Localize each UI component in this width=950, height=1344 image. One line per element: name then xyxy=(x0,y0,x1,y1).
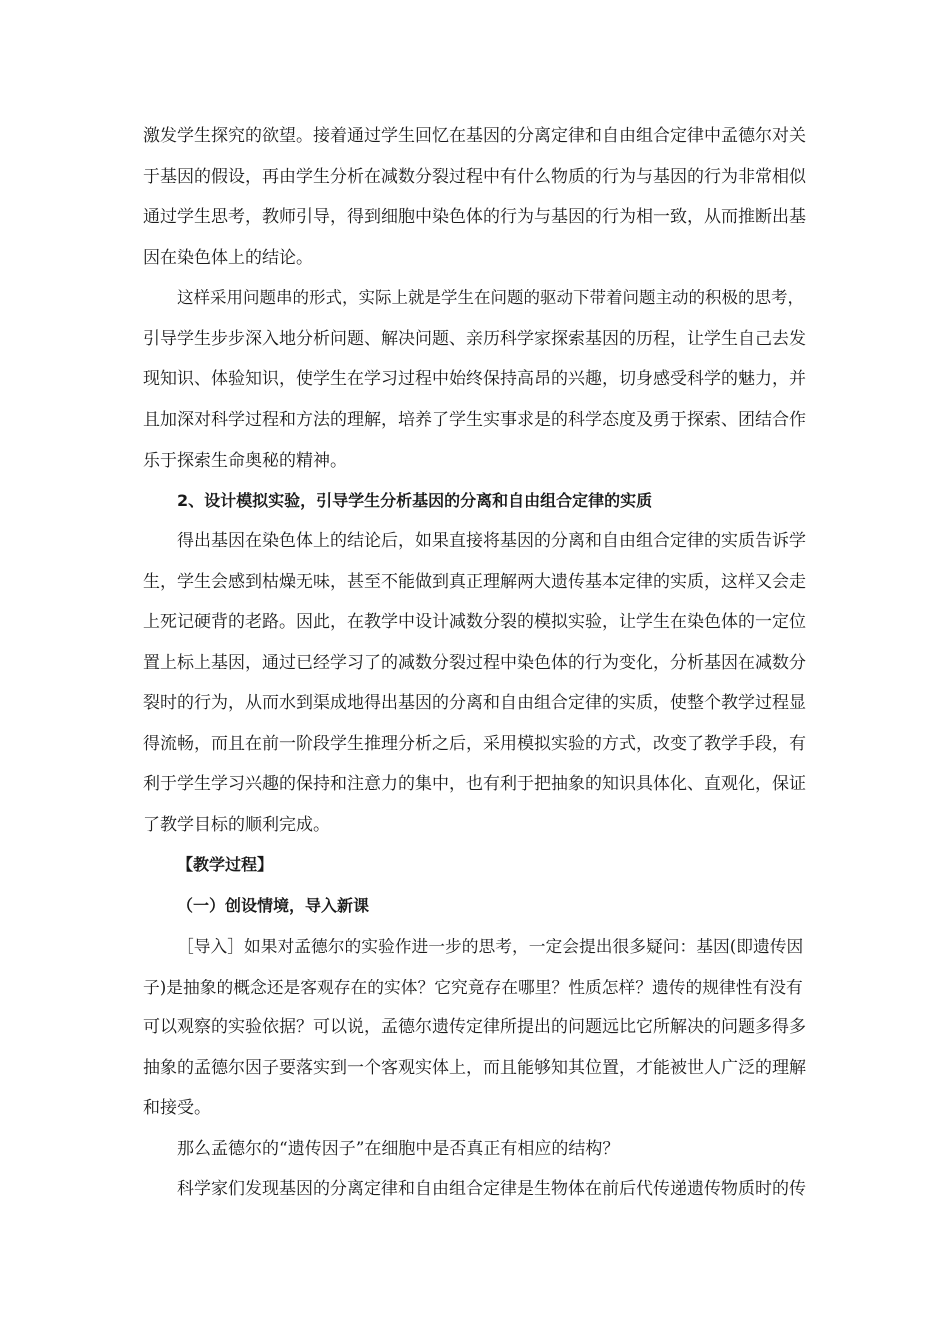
text-line: 且加深对科学过程和方法的理解，培养了学生实事求是的科学态度及勇于探索、团结合作 xyxy=(143,410,806,430)
text-line: 引导学生步步深入地分析问题、解决问题、亲历科学家探索基因的历程，让学生自己去发 xyxy=(143,329,806,349)
text-line: 和接受。 xyxy=(143,1098,211,1118)
section-heading: 【教学过程】 xyxy=(177,855,274,874)
text-line: 因在染色体上的结论。 xyxy=(143,248,313,268)
text-line: 这样采用问题串的形式，实际上就是学生在问题的驱动下带着问题主动的积极的思考， xyxy=(177,288,804,307)
text-line: 通过学生思考，教师引导，得到细胞中染色体的行为与基因的行为相一致，从而推断出基 xyxy=(143,207,806,227)
text-line: 上死记硬背的老路。因此，在教学中设计减数分裂的模拟实验，让学生在染色体的一定位 xyxy=(143,612,806,632)
text-line: 置上标上基因，通过已经学习了的减数分裂过程中染色体的行为变化，分析基因在减数分 xyxy=(143,653,806,673)
text-line: 利于学生学习兴趣的保持和注意力的集中，也有利于把抽象的知识具体化、直观化，保证 xyxy=(143,774,806,794)
text-line: 得流畅，而且在前一阶段学生推理分析之后，采用模拟实验的方式，改变了教学手段，有 xyxy=(143,734,806,754)
text-line: 生，学生会感到枯燥无味，甚至不能做到真正理解两大遗传基本定律的实质，这样又会走 xyxy=(143,572,806,592)
text-line: 可以观察的实验依据？可以说，孟德尔遗传定律所提出的问题远比它所解决的问题多得多 xyxy=(143,1017,806,1037)
section-heading: 2、设计模拟实验，引导学生分析基因的分离和自由组合定律的实质 xyxy=(177,491,653,510)
text-line: 得出基因在染色体上的结论后，如果直接将基因的分离和自由组合定律的实质告诉学 xyxy=(177,531,806,551)
text-line: 现知识、体验知识，使学生在学习过程中始终保持高昂的兴趣，切身感受科学的魅力，并 xyxy=(143,369,806,389)
text-line: 子)是抽象的概念还是客观存在的实体？它究竟存在哪里？性质怎样？遗传的规律性有没有 xyxy=(143,977,803,997)
text-line: 科学家们发现基因的分离定律和自由组合定律是生物体在前后代传递遗传物质时的传 xyxy=(177,1179,806,1199)
text-line: 于基因的假设，再由学生分析在减数分裂过程中有什么物质的行为与基因的行为非常相似 xyxy=(143,167,806,187)
text-line: ［导入］如果对孟德尔的实验作进一步的思考，一定会提出很多疑问：基因(即遗传因 xyxy=(177,936,804,956)
text-line: 了教学目标的顺利完成。 xyxy=(143,815,330,835)
text-line: 裂时的行为，从而水到渠成地得出基因的分离和自由组合定律的实质，使整个教学过程显 xyxy=(143,693,806,713)
text-line: 乐于探索生命奥秘的精神。 xyxy=(143,451,347,471)
text-line: 那么孟德尔的“遗传因子”在细胞中是否真正有相应的结构？ xyxy=(177,1139,620,1159)
text-line: 激发学生探究的欲望。接着通过学生回忆在基因的分离定律和自由组合定律中孟德尔对关 xyxy=(143,126,806,146)
text-line: 抽象的孟德尔因子要落实到一个客观实体上，而且能够知其位置，才能被世人广泛的理解 xyxy=(143,1058,806,1078)
subsection-heading: （一）创设情境，导入新课 xyxy=(177,896,370,915)
